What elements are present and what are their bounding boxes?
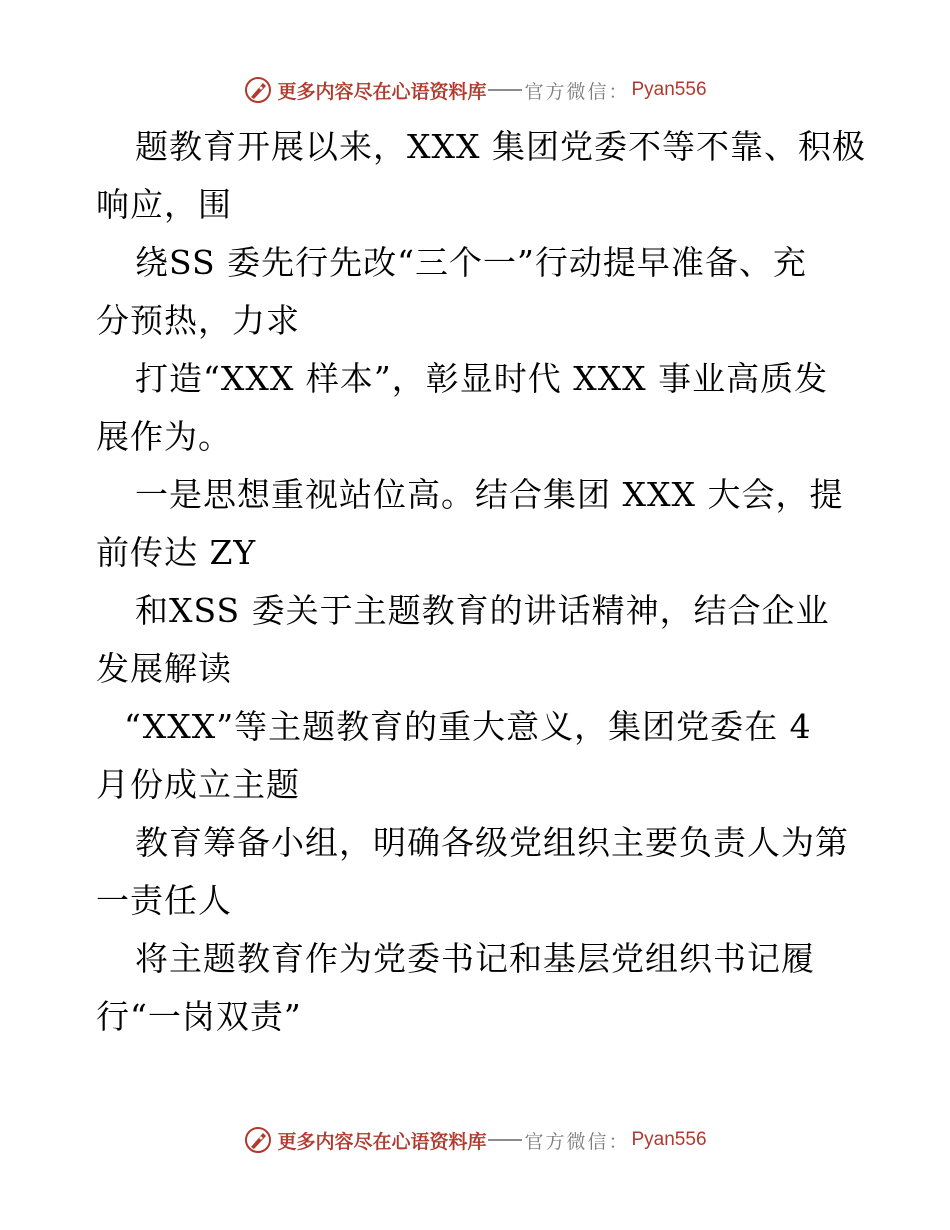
pen-nib-logo-icon [243, 1125, 273, 1155]
banner-divider [488, 89, 522, 91]
body-line: 展作为。 [96, 417, 232, 456]
document-body [96, 118, 886, 1046]
banner-main-text: 更多内容尽在心语资料库 [277, 1130, 487, 1153]
body-line: 打造“XXX 样本”，彰显时代 XXX 事业高质发 [135, 359, 829, 398]
banner-wechat-label: 官方微信： [524, 1130, 630, 1153]
body-line: 分预热，力求 [96, 301, 300, 340]
body-line: 将主题教育作为党委书记和基层党组织书记履 [135, 939, 815, 978]
body-line: 月份成立主题 [96, 765, 300, 804]
body-line: 一责任人 [96, 881, 232, 920]
body-line: 绕SS 委先行先改“三个一”行动提早准备、充 [135, 243, 807, 282]
body-line: 教育筹备小组，明确各级党组织主要负责人为第 [135, 823, 849, 862]
banner-wechat-label: 官方微信： [524, 80, 630, 103]
body-line: 和XSS 委关于主题教育的讲话精神，结合企业 [135, 591, 830, 630]
body-line: “XXX”等主题教育的重大意义，集团党委在 4 [124, 707, 812, 746]
footer-banner [0, 1120, 950, 1160]
banner-divider [488, 1139, 522, 1141]
body-line: 发展解读 [96, 649, 232, 688]
body-line: 题教育开展以来，XXX 集团党委不等不靠、积极 [135, 127, 866, 166]
body-line: 前传达 ZY [96, 533, 257, 572]
banner-wechat-id: Pyan556 [631, 1129, 707, 1150]
banner-main-text: 更多内容尽在心语资料库 [277, 80, 487, 103]
body-line: 响应，围 [96, 185, 232, 224]
body-line: 行“一岗双责” [96, 997, 302, 1036]
body-line: 一是思想重视站位高。结合集团 XXX 大会，提 [135, 475, 844, 514]
banner-wechat-id: Pyan556 [631, 79, 707, 100]
header-banner [0, 70, 950, 110]
pen-nib-logo-icon [243, 75, 273, 105]
